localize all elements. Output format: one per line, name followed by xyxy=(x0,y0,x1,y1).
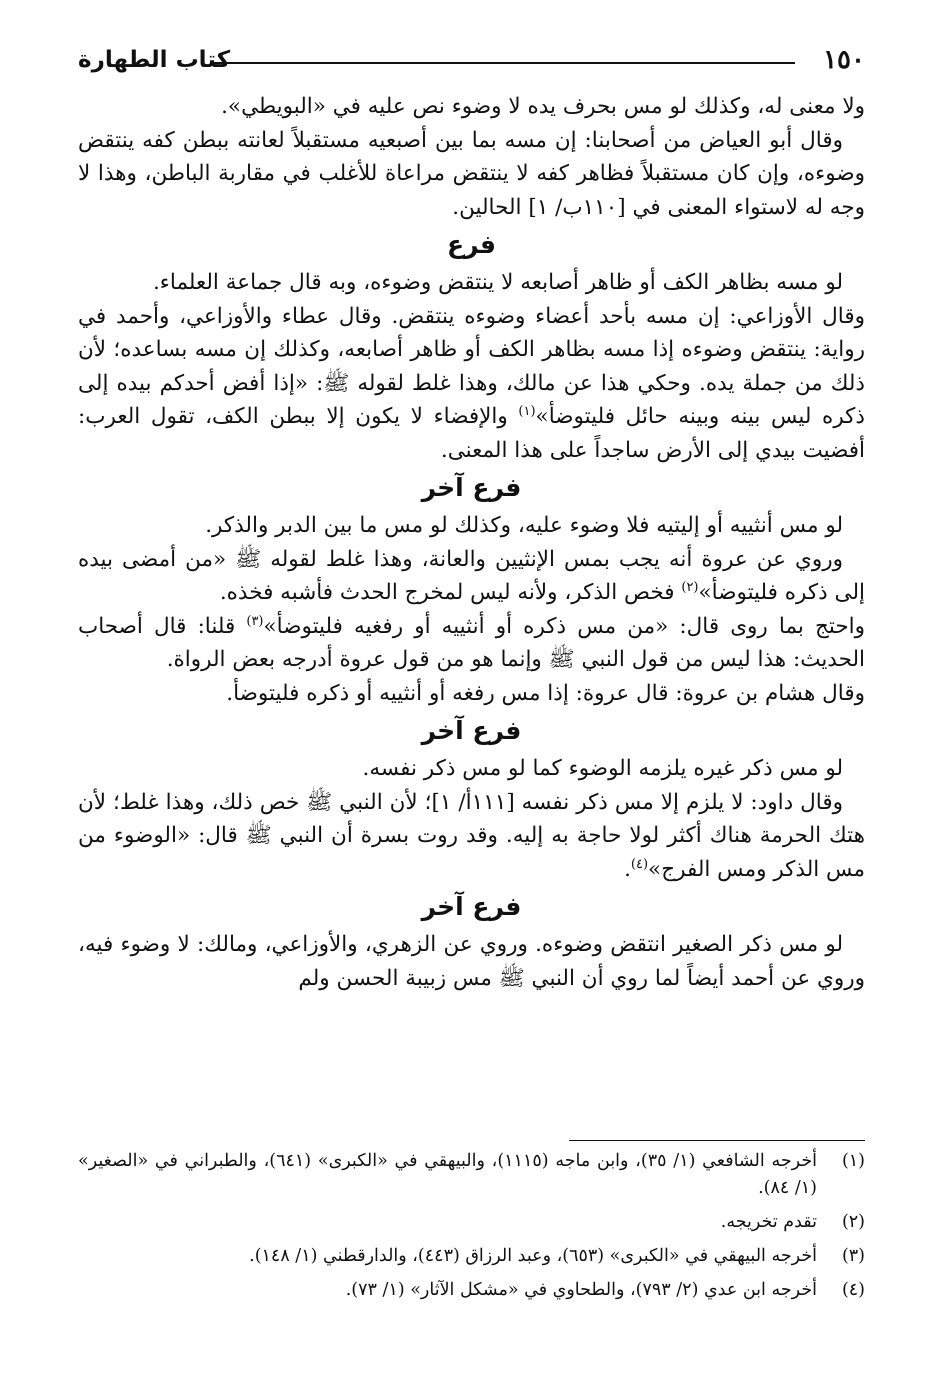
footnote-text: أخرجه الشافعي (١/ ٣٥)، وابن ماجه (١١١٥)، والبيهقي في «الكبرى» (٦٤١)، والطبراني في «الصغير» (١/ ٨٤). xyxy=(78,1151,817,1198)
footnote-ref: (١) xyxy=(518,403,536,419)
paragraph: لو مس ذكر غيره يلزمه الوضوء كما لو مس ذكر نفسه. xyxy=(362,756,843,781)
running-header xyxy=(78,40,865,80)
paragraph-text: والإفضاء لا يكون إلا ببطن الكف، تقول العرب: أفضيت بيدي إلى الأرض ساجداً على هذا المعنى. xyxy=(78,404,865,463)
paragraph-text: وروي عن عروة أنه يجب بمس الإنثيين والعانة، وهذا غلط لقوله ﷺ «من أمضى بيده إلى ذكره فليتوضأ» xyxy=(78,546,865,605)
paragraph xyxy=(78,543,865,610)
footnote-text: أخرجه البيهقي في «الكبرى» (٦٥٣)، وعبد الرزاق (٤٤٣)، والدارقطني (١/ ١٤٨). xyxy=(249,1246,817,1266)
paragraph: لو مس ذكر الصغير انتقض وضوءه. وروي عن الزهري، والأوزاعي، ومالك: لا وضوء فيه، وروي عن أحمد أيضاً لما روي أن النبي ﷺ مس زبيبة الحسن ولم xyxy=(78,932,865,991)
page-number: ١٥٠ xyxy=(823,45,865,75)
section-heading: فرع xyxy=(447,230,496,259)
paragraph-text: فخص الذكر، ولأنه ليس لمخرج الحدث فأشبه فخذه. xyxy=(219,580,682,605)
paragraph: لو مسه بظاهر الكف أو ظاهر أصابعه لا ينتقض وضوءه، وبه قال جماعة العلماء. xyxy=(152,270,843,295)
paragraph: ولا معنى له، وكذلك لو مس بحرف يده لا وضوء نص عليه في «البويطي». xyxy=(221,94,865,119)
footnote-text: أخرجه ابن عدي (٢/ ٧٩٣)، والطحاوي في «مشكل الآثار» (١/ ٧٣). xyxy=(345,1280,817,1300)
paragraph: وقال أبو العياض من أصحابنا: إن مسه بما بين أصبعيه مستقبلاً لعانته ببطن كفه ينتقض وضوءه، وإن كان مستقبلاً فظاهر كفه لا ينتقض مراعاة للأغلب في مقاربة الباطن، وهذا لا وجه له لاستواء المعنى في [١١٠ب/ ١] الحالين. xyxy=(78,127,865,220)
paragraph-text: واحتج بما روى قال: «من مس ذكره أو أنثييه أو رفغيه فليتوضأ» xyxy=(263,613,865,639)
paragraph xyxy=(78,786,865,887)
footnote-ref: (٣) xyxy=(246,613,264,629)
footnote-number: (٣) xyxy=(841,1246,865,1266)
footnotes xyxy=(78,1148,865,1311)
header-rule xyxy=(210,62,795,64)
section-heading: فرع آخر xyxy=(421,892,522,921)
footnote-number: (١) xyxy=(841,1151,865,1171)
main-text xyxy=(78,90,865,995)
footnote-text: تقدم تخريجه. xyxy=(720,1212,817,1232)
paragraph xyxy=(78,610,865,677)
section-heading: فرع آخر xyxy=(421,716,522,745)
paragraph: لو مس أنثييه أو إليتيه فلا وضوء عليه، وكذلك لو مس ما بين الدبر والذكر. xyxy=(205,513,843,538)
footnote-item xyxy=(78,1209,865,1236)
paragraph-text: قلنا: قال أصحاب الحديث: هذا ليس من قول النبي ﷺ وإنما هو من قول عروة أدرجه بعض الرواة. xyxy=(78,613,865,672)
footnote-separator xyxy=(569,1140,865,1141)
footnote-ref: (٤) xyxy=(630,856,649,872)
paragraph xyxy=(78,300,865,468)
paragraph: وقال هشام بن عروة: قال عروة: إذا مس رفغه أو أنثييه أو ذكره فليتوضأ. xyxy=(226,680,865,706)
footnote-ref: (٢) xyxy=(681,579,699,595)
book-title: كتاب الطهارة xyxy=(78,47,231,73)
footnote-item xyxy=(78,1243,865,1270)
paragraph-text: وقال داود: لا يلزم إلا مس ذكر نفسه [١١١أ/ ١]؛ لأن النبي ﷺ خص ذلك، وهذا غلط؛ لأن هتك الحرمة هناك أكثر لولا حاجة به إليه. وقد روت بسرة أن النبي ﷺ قال: «الوضوء من مس الذكر ومس الفرج» xyxy=(78,789,865,882)
paragraph-text: . xyxy=(624,856,631,882)
section-heading: فرع آخر xyxy=(421,473,522,502)
footnote-item xyxy=(78,1148,865,1202)
footnote-number: (٤) xyxy=(841,1280,865,1300)
footnote-item xyxy=(78,1277,865,1304)
paragraph-text: وقال الأوزاعي: إن مسه بأحد أعضاء وضوءه ينتقض. وقال عطاء والأوزاعي، وأحمد في رواية: ينتقض وضوءه إذا مسه بظاهر الكف أو ظاهر أصابعه، وكذلك إن مسه بساعده؛ لأن ذلك من جملة يده. وحكي هذا عن مالك، وهذا غلط لقوله ﷺ: «إذا أفض أحدكم بيده إلى ذكره ليس بينه وبينه حائل فليتوضأ» xyxy=(78,303,865,429)
footnote-number: (٢) xyxy=(841,1212,865,1232)
